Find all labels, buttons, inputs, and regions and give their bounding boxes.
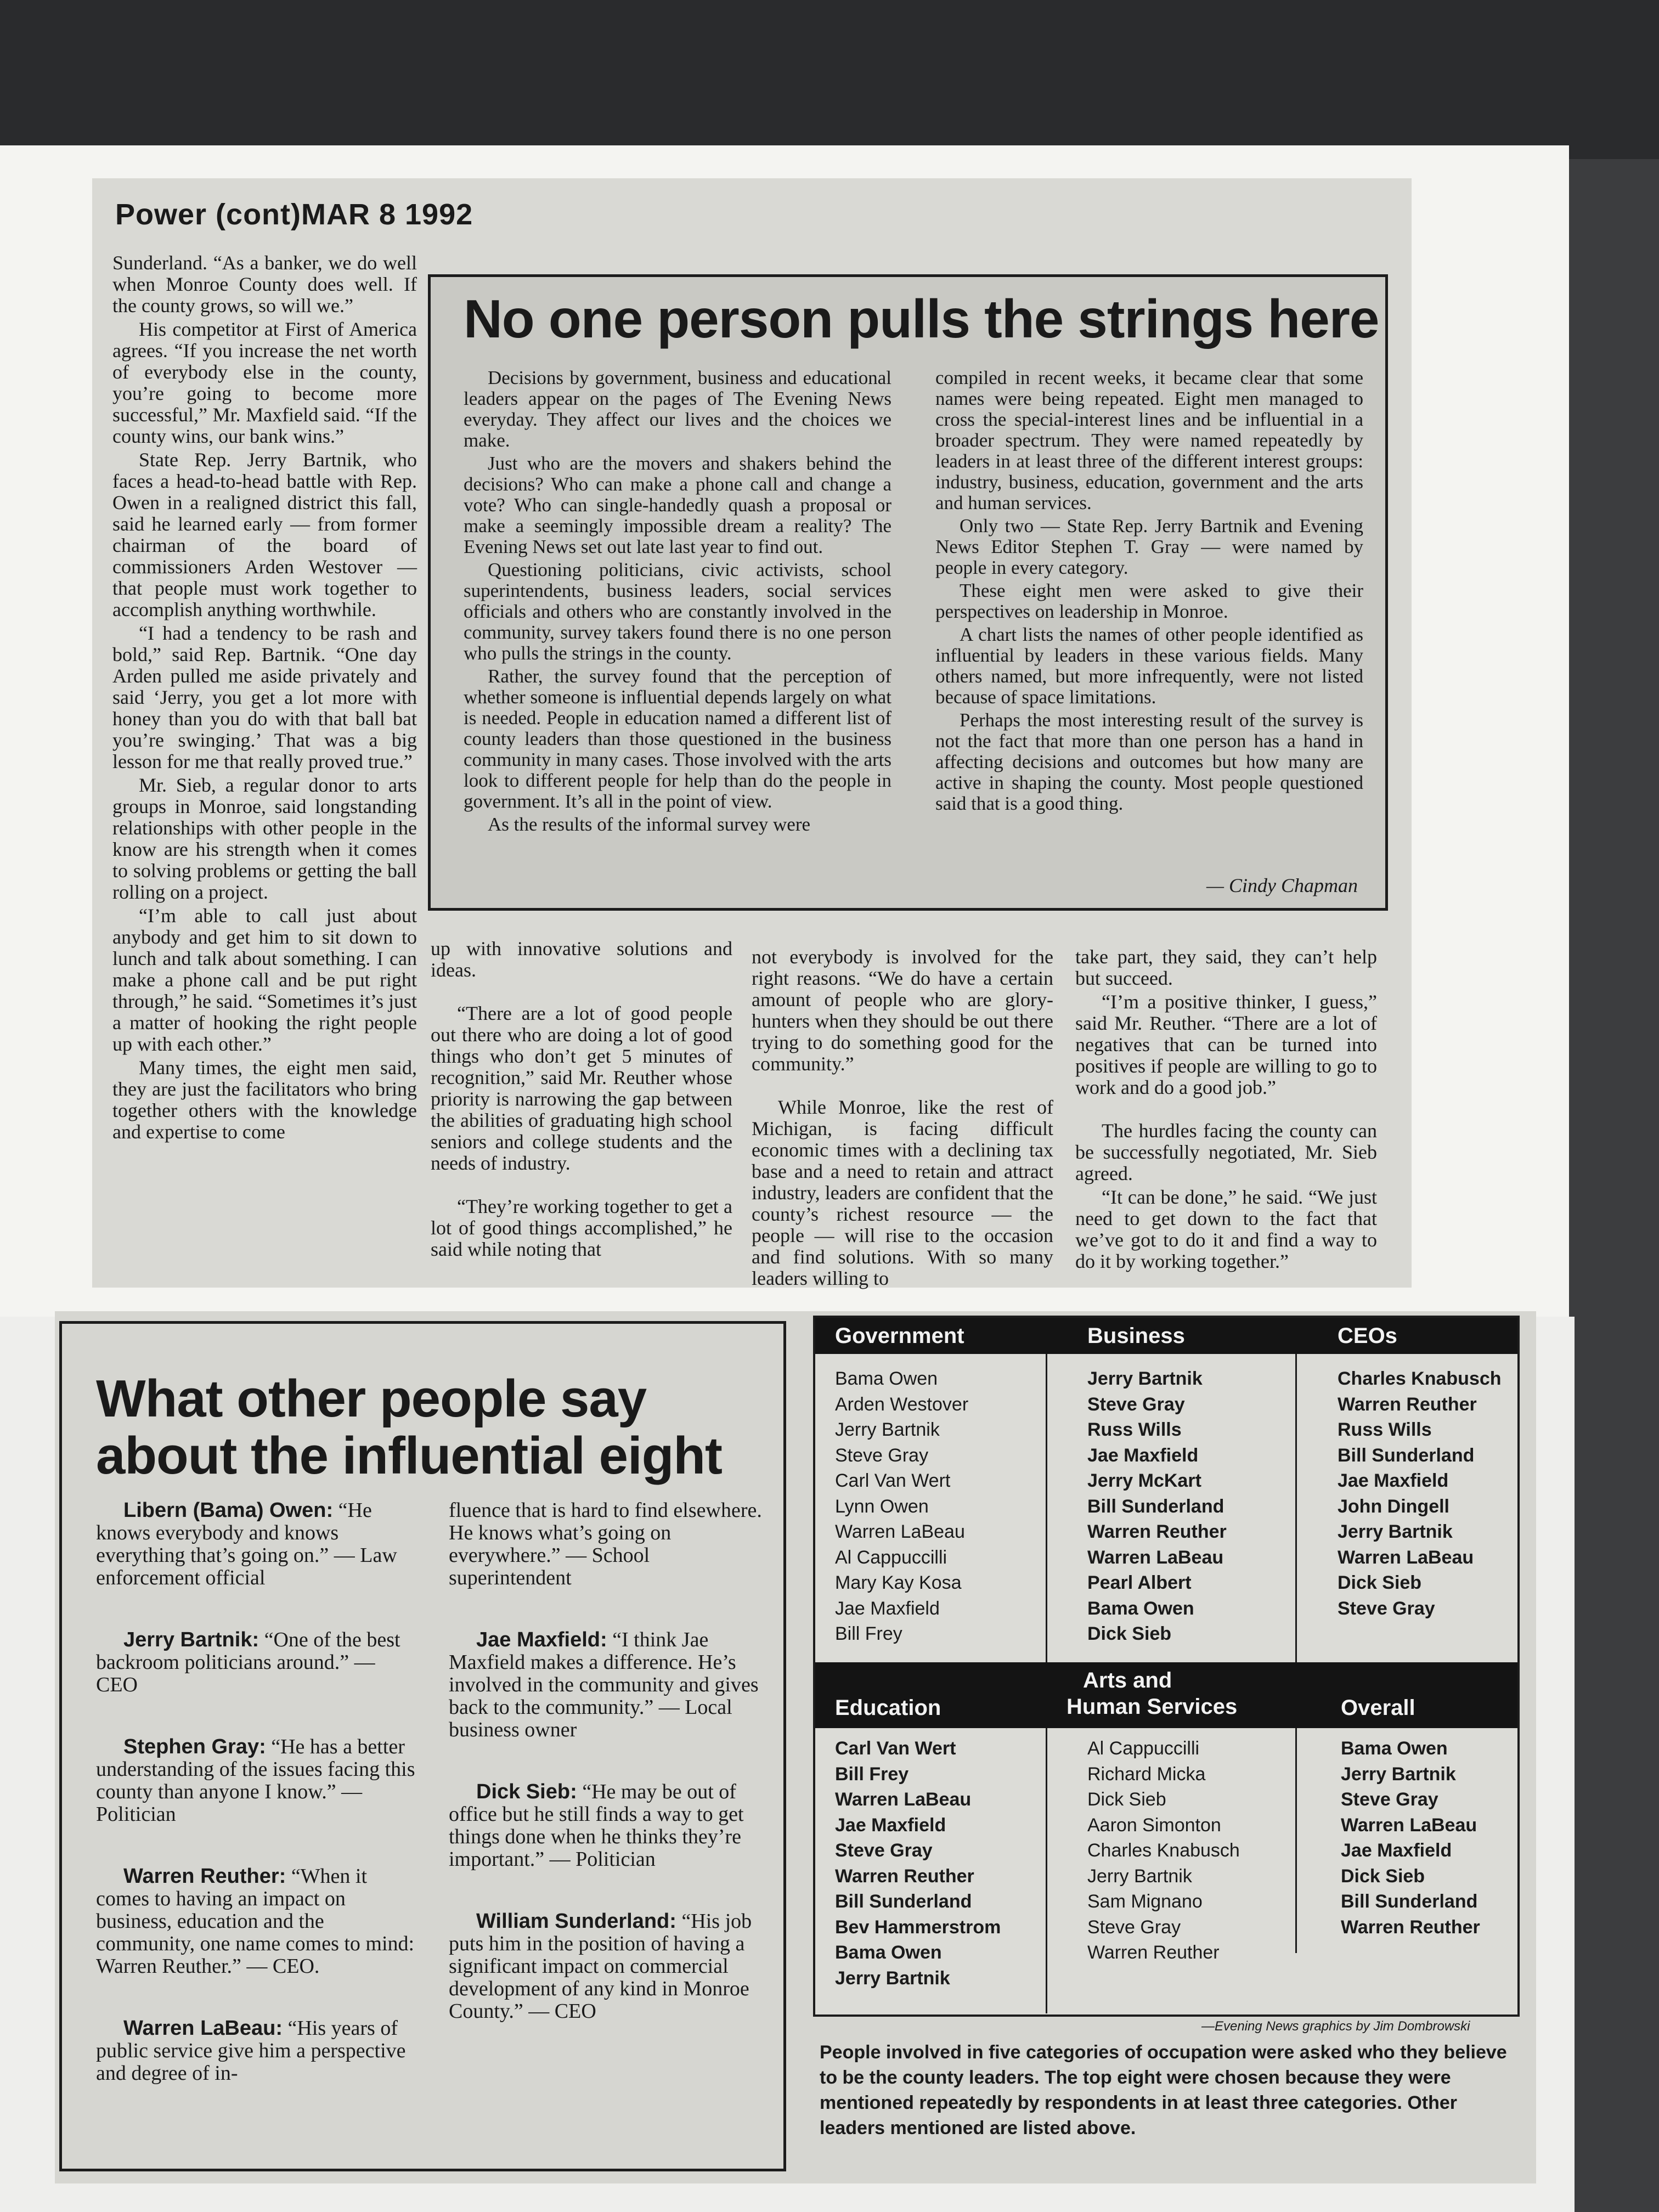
masthead-date: Power (cont)MAR 8 1992	[115, 198, 473, 231]
business-name: Bama Owen	[1087, 1598, 1194, 1619]
ceo-name: Warren LaBeau	[1338, 1547, 1474, 1568]
business-name: Dick Sieb	[1087, 1623, 1172, 1644]
overall-list	[1341, 1736, 1480, 1940]
quote-entry	[96, 2017, 420, 2085]
overall-name: Bill Sunderland	[1341, 1891, 1478, 1912]
mid-column-2	[752, 946, 1053, 1291]
education-name: Bama Owen	[835, 1942, 942, 1963]
quote-subject: Libern (Bama) Owen:	[123, 1499, 334, 1522]
overall-name: Bama Owen	[1341, 1738, 1448, 1759]
overall-name: Warren Reuther	[1341, 1916, 1480, 1938]
header-arts-line2: Human Services	[1066, 1695, 1238, 1719]
quote-subject: William Sunderland:	[476, 1910, 676, 1933]
quote-text: “His job puts him in the position of having a significant impact on commercial development of any kind in Monroe County.” — CEO	[449, 1910, 752, 2023]
quote-text: “He may be out of office but he still finds a way to get things done when he thinks they’re important.” — Politician	[449, 1780, 744, 1871]
business-name: Jerry McKart	[1087, 1470, 1201, 1491]
header-business: Business	[1087, 1324, 1185, 1348]
arts-name: Richard Micka	[1087, 1763, 1206, 1785]
column-divider	[1295, 1728, 1297, 1953]
article-paragraph: not everybody is involved for the right reasons. “We do have a certain amount of people who are glory-hunters when they should be out there trying to do something good for the community.”	[752, 946, 1053, 1075]
government-name: Jerry Bartnik	[835, 1419, 940, 1440]
business-name: Warren Reuther	[1087, 1521, 1227, 1542]
quote-entry	[96, 1499, 420, 1589]
government-name: Bill Frey	[835, 1623, 902, 1644]
business-name: Bill Sunderland	[1087, 1496, 1224, 1517]
article-paragraph: take part, they said, they can’t help but succeed.	[1075, 946, 1377, 989]
education-list	[835, 1736, 1001, 1991]
quotes-headline-line1: What other people say	[96, 1369, 647, 1428]
quote-text: “He knows everybody and knows everything that’s going on.” — Law enforcement official	[96, 1499, 397, 1589]
education-name: Bill Frey	[835, 1763, 909, 1785]
header-arts-line1: Arts and	[1083, 1668, 1172, 1692]
ceo-name: Steve Gray	[1338, 1598, 1435, 1619]
ceo-name: Dick Sieb	[1338, 1572, 1422, 1593]
ceo-name: Bill Sunderland	[1338, 1444, 1475, 1466]
sidebar-paragraph: compiled in recent weeks, it became clear that some names were being repeated. Eight men managed to cross the special-interest lines and be influential in a broader spectrum. They were named repeatedly by leaders in at least three of the different interest groups: industry, business, education, government and the arts and human services.	[935, 367, 1363, 514]
sidebar-paragraph: Questioning politicians, civic activists, school superintendents, business leaders, social services officials and others who are constantly involved in the community, survey takers found there is no one person who pulls the strings in the county.	[464, 559, 891, 664]
sidebar-headline: No one person pulls the strings here	[464, 289, 1379, 349]
business-list	[1087, 1366, 1227, 1647]
education-name: Warren Reuther	[835, 1865, 974, 1887]
quote-subject: Warren Reuther:	[123, 1865, 286, 1888]
government-list	[835, 1366, 968, 1647]
quote-subject: Jerry Bartnik:	[123, 1628, 259, 1651]
quotes-box	[59, 1321, 786, 2171]
article-paragraph: “I had a tendency to be rash and bold,” said Rep. Bartnik. “One day Arden pulled me aside privately and said ‘Jerry, you get a lot more with honey than you do with that ball bat you’re swinging.’ That was a big lesson for me that really proved true.”	[112, 622, 417, 772]
article-paragraph: up with innovative solutions and ideas.	[431, 938, 732, 981]
education-name: Steve Gray	[835, 1840, 933, 1861]
article-paragraph: Sunderland. “As a banker, we do well when Monroe County does well. If the county grows, so will we.”	[112, 252, 417, 317]
quote-text: “When it comes to having an impact on business, education and the community, one name comes to mind: Warren Reuther.” — CEO.	[96, 1865, 415, 1978]
quote-subject: Dick Sieb:	[476, 1780, 577, 1803]
quote-entry	[449, 1910, 764, 2023]
quotes-left-column	[96, 1499, 420, 2124]
mid-column-1	[431, 938, 732, 1262]
arts-name: Dick Sieb	[1087, 1789, 1166, 1810]
education-name: Warren LaBeau	[835, 1789, 972, 1810]
sidebar-story-box	[428, 274, 1388, 911]
education-name: Carl Van Wert	[835, 1738, 956, 1759]
header-ceos: CEOs	[1338, 1324, 1397, 1348]
arts-name: Sam Mignano	[1087, 1891, 1203, 1912]
left-article-column	[112, 252, 417, 1145]
government-name: Mary Kay Kosa	[835, 1572, 962, 1593]
quote-text: “He has a better understanding of the issues facing this county than anyone I know.” — Politician	[96, 1735, 415, 1826]
ceo-name: John Dingell	[1338, 1496, 1449, 1517]
header-overall: Overall	[1341, 1696, 1415, 1720]
business-name: Pearl Albert	[1087, 1572, 1192, 1593]
sidebar-paragraph: Perhaps the most interesting result of the survey is not the fact that more than one person has a hand in affecting decisions and outcomes but how many are active in shaping the county. Most people questioned said that is a good thing.	[935, 709, 1363, 814]
byline: — Cindy Chapman	[1206, 874, 1358, 896]
quote-entry	[449, 1629, 764, 1741]
quote-entry	[96, 1629, 420, 1696]
arts-name: Warren Reuther	[1087, 1942, 1220, 1963]
education-name: Jae Maxfield	[835, 1814, 946, 1836]
government-name: Carl Van Wert	[835, 1470, 951, 1491]
quote-text: “One of the best backroom politicians around.” — CEO	[96, 1628, 400, 1696]
quote-entry	[96, 1736, 420, 1826]
arts-name: Jerry Bartnik	[1087, 1865, 1192, 1887]
government-name: Steve Gray	[835, 1444, 929, 1466]
sidebar-paragraph: A chart lists the names of other people identified as influential by leaders in these various fields. Many others named, but more infrequently, were not listed because of space limitations.	[935, 624, 1363, 708]
business-name: Jerry Bartnik	[1087, 1368, 1203, 1389]
article-paragraph: Many times, the eight men said, they are just the facilitators who bring together others with the knowledge and expertise to come	[112, 1057, 417, 1143]
education-name: Bev Hammerstrom	[835, 1916, 1001, 1938]
overall-name: Dick Sieb	[1341, 1865, 1425, 1887]
quote-text: “His years of public service give him a perspective and degree of in-	[96, 2017, 406, 2085]
quote-subject: Warren LaBeau:	[123, 2017, 283, 2040]
ceo-name: Charles Knabusch	[1338, 1368, 1502, 1389]
sidebar-paragraph: Only two — State Rep. Jerry Bartnik and Evening News Editor Stephen T. Gray — were named by people in every category.	[935, 515, 1363, 578]
sidebar-column-1	[464, 368, 891, 837]
graphics-credit: —Evening News graphics by Jim Dombrowski	[1201, 2019, 1470, 2034]
column-divider	[1295, 1354, 1297, 1662]
government-name: Jae Maxfield	[835, 1598, 940, 1619]
government-name: Warren LaBeau	[835, 1521, 965, 1542]
business-name: Warren LaBeau	[1087, 1547, 1224, 1568]
article-paragraph: “There are a lot of good people out there who are doing a lot of good things who don’t get 5 minutes of recognition,” said Mr. Reuther whose priority is narrowing the gap between the abilities of graduating high school seniors and college students and the needs of industry.	[431, 1002, 732, 1174]
government-name: Lynn Owen	[835, 1496, 929, 1517]
ceos-list	[1338, 1366, 1502, 1621]
arts-name: Aaron Simonton	[1087, 1814, 1221, 1836]
overall-name: Jae Maxfield	[1341, 1840, 1452, 1861]
quote-subject: Jae Maxfield:	[476, 1628, 607, 1651]
overall-name: Jerry Bartnik	[1341, 1763, 1456, 1785]
article-paragraph: “They’re working together to get a lot of good things accomplished,” he said while noting that	[431, 1195, 732, 1260]
sidebar-paragraph: Decisions by government, business and educational leaders appear on the pages of The Evening News everyday. They affect our lives and the choices we make.	[464, 367, 891, 451]
quote-text: “I think Jae Maxfield makes a difference. He’s involved in the community and gives back to the community.” — Local business owner	[449, 1628, 759, 1741]
quotes-headline	[96, 1370, 722, 1485]
overall-name: Steve Gray	[1341, 1789, 1438, 1810]
sidebar-paragraph: These eight men were asked to give their perspectives on leadership in Monroe.	[935, 580, 1363, 622]
arts-name: Al Cappuccilli	[1087, 1738, 1200, 1759]
sidebar-paragraph: Rather, the survey found that the perception of whether someone is influential depends largely on what is needed. People in education named a different list of county leaders than those questioned in the business community in many cases. Those involved with the arts look to different people for help than do the people in government. It’s all in the point of view.	[464, 665, 891, 812]
article-paragraph: The hurdles facing the county can be successfully negotiated, Mr. Sieb agreed.	[1075, 1120, 1377, 1184]
arts-list	[1087, 1736, 1240, 1966]
chart-caption: People involved in five categories of occupation were asked who they believe to be the county leaders. The top eight were chosen because they were mentioned repeatedly by respondents in at least three categories. Other leaders mentioned are listed above.	[820, 2042, 1507, 2138]
government-name: Al Cappuccilli	[835, 1547, 947, 1568]
business-name: Steve Gray	[1087, 1393, 1185, 1415]
article-paragraph: Mr. Sieb, a regular donor to arts groups in Monroe, said longstanding relationships with other people in the know are his strength when it comes to solving problems or getting the ball rolling on a project.	[112, 774, 417, 903]
sidebar-column-2	[935, 368, 1363, 816]
header-education: Education	[835, 1696, 941, 1720]
overall-name: Warren LaBeau	[1341, 1814, 1477, 1836]
article-paragraph: State Rep. Jerry Bartnik, who faces a head-to-head battle with Rep. Owen in a realigned district this fall, said he learned early — from former chairman of the board of commissioners Arden Westover — that people must work together to accomplish anything worthwhile.	[112, 449, 417, 620]
ceo-name: Jae Maxfield	[1338, 1470, 1449, 1491]
quote-continuation: fluence that is hard to find elsewhere. He knows what’s going on everywhere.” — School superintendent	[449, 1499, 762, 1589]
ceo-name: Russ Wills	[1338, 1419, 1432, 1440]
article-paragraph: His competitor at First of America agrees. “If you increase the net worth of everybody else in the county, you’re going to become more successful,” Mr. Maxfield said. “If the county wins, our bank wins.”	[112, 318, 417, 447]
arts-name: Steve Gray	[1087, 1916, 1181, 1938]
government-name: Arden Westover	[835, 1393, 969, 1415]
desk-surface	[0, 0, 1659, 159]
ceo-name: Warren Reuther	[1338, 1393, 1477, 1415]
quote-subject: Stephen Gray:	[123, 1735, 266, 1758]
quotes-headline-line2: about the influential eight	[96, 1426, 722, 1485]
mid-column-3	[1075, 946, 1377, 1274]
article-paragraph: “I’m a positive thinker, I guess,” said Mr. Reuther. “There are a lot of negatives that can be turned into positives if people are willing to go to work and do a good job.”	[1075, 991, 1377, 1098]
quote-entry	[449, 1781, 764, 1871]
education-name: Jerry Bartnik	[835, 1967, 950, 1989]
sidebar-paragraph: Just who are the movers and shakers behind the decisions? Who can make a phone call and change a vote? Who can single-handedly quash a proposal or make a seemingly impossible dream a reality? The Evening News set out late last year to find out.	[464, 453, 891, 557]
government-name: Bama Owen	[835, 1368, 938, 1389]
arts-name: Charles Knabusch	[1087, 1840, 1240, 1861]
business-name: Jae Maxfield	[1087, 1444, 1199, 1466]
business-name: Russ Wills	[1087, 1419, 1182, 1440]
quote-entry	[96, 1865, 420, 1978]
quotes-right-column	[449, 1499, 764, 2062]
article-paragraph: While Monroe, like the rest of Michigan, is facing difficult economic times with a declining tax base and a need to retain and attract industry, leaders are confident that the county’s richest resource — the people — will rise to the occasion and find solutions. With so many leaders willing to	[752, 1096, 1053, 1289]
article-paragraph: “I’m able to call just about anybody and get him to sit down to lunch and talk about something. I can make a phone call and be put right through,” he said. “Sometimes it’s just a matter of hooking the right people up with each other.”	[112, 905, 417, 1055]
article-paragraph: “It can be done,” he said. “We just need to get down to the fact that we’ve got to do it and find a way to do it by working together.”	[1075, 1186, 1377, 1272]
column-divider	[1046, 1728, 1047, 2013]
sidebar-paragraph: As the results of the informal survey were	[488, 814, 811, 835]
column-divider	[1046, 1354, 1047, 1662]
influence-chart	[813, 1316, 1520, 2017]
education-name: Bill Sunderland	[835, 1891, 972, 1912]
header-government: Government	[835, 1324, 964, 1348]
ceo-name: Jerry Bartnik	[1338, 1521, 1453, 1542]
